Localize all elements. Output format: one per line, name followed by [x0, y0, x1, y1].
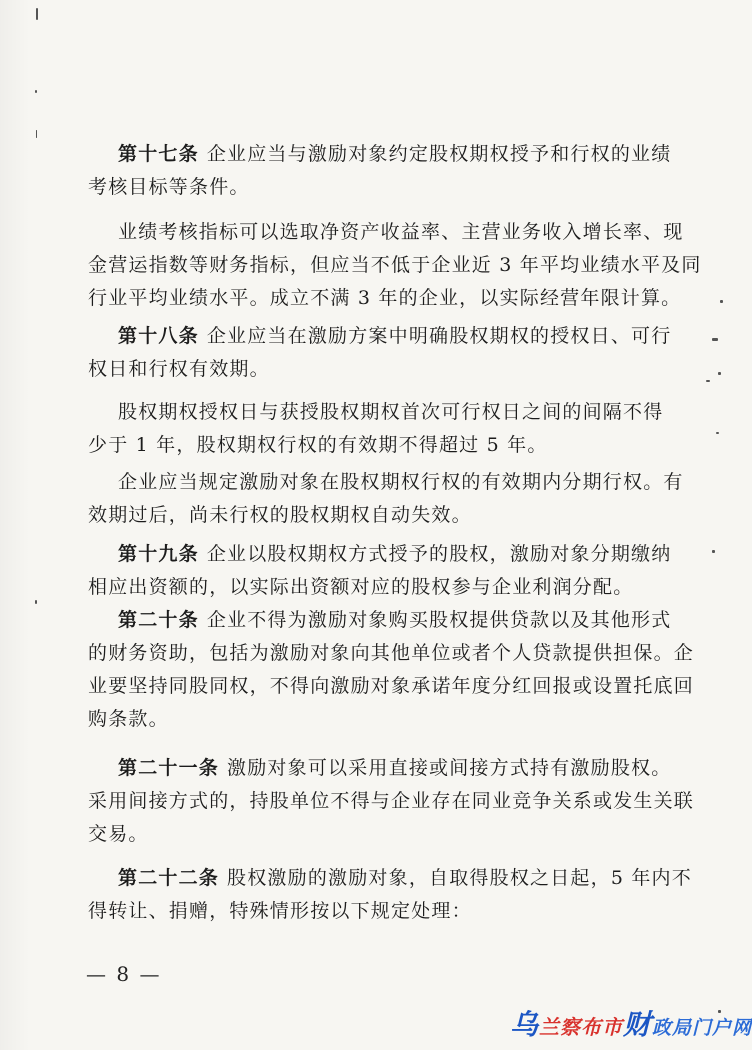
article-22	[88, 862, 692, 928]
site-watermark	[510, 1003, 752, 1043]
article-19-line-1: 第十九条 企业以股权期权方式授予的股权，激励对象分期缴纳	[118, 543, 672, 565]
scan-mark	[36, 8, 38, 20]
article-18-heading: 第十八条	[118, 325, 199, 347]
performance-line-1: 业绩考核指标可以选取净资产收益率、主营业务收入增长率、现	[118, 221, 684, 243]
article-22-line-1: 第二十二条 股权激励的激励对象，自取得股权之日起，5 年内不	[118, 867, 692, 889]
performance-line-3: 行业平均业绩水平。成立不满 3 年的企业，以实际经营年限计算。	[88, 287, 682, 309]
article-21-line-1: 第二十一条 激励对象可以采用直接或间接方式持有激励股权。	[118, 757, 672, 779]
scan-mark	[35, 90, 37, 93]
scan-mark	[716, 432, 719, 434]
watermark-part-3: 财	[623, 1008, 653, 1041]
article-21-line-3: 交易。	[88, 823, 149, 845]
scan-mark	[35, 600, 37, 604]
article-17-line-2: 考核目标等条件。	[88, 176, 250, 198]
staged-line-1: 企业应当规定激励对象在股权期权行权的有效期内分期行权。有	[118, 471, 684, 493]
paragraph-staged	[88, 466, 684, 532]
staged-line-2: 效期过后，尚未行权的股权期权自动失效。	[88, 504, 472, 526]
article-18-line-1: 第十八条 企业应当在激励方案中明确股权期权的授权日、可行	[118, 325, 672, 347]
article-22-line-2: 得转让、捐赠，特殊情形按以下规定处理：	[88, 900, 472, 922]
scan-mark	[720, 300, 723, 303]
scan-mark	[718, 372, 721, 375]
article-20-line-3: 业要坚持同股同权，不得向激励对象承诺年度分红回报或设置托底回	[88, 675, 695, 697]
scan-mark	[712, 550, 715, 553]
article-19-heading: 第十九条	[118, 543, 199, 565]
scan-mark	[712, 338, 718, 341]
paragraph-interval	[88, 396, 678, 462]
article-19-line-2: 相应出资额的，以实际出资额对应的股权参与企业利润分配。	[88, 576, 634, 598]
article-17	[118, 138, 708, 171]
page-number: — 8 —	[86, 962, 162, 986]
article-22-heading: 第二十二条	[118, 867, 220, 889]
interval-line-1: 股权期权授权日与获授股权期权首次可行权日之间的间隔不得	[118, 401, 664, 423]
scan-mark	[36, 130, 37, 138]
article-17-cont	[88, 171, 678, 204]
article-18-line-2: 权日和行权有效期。	[88, 358, 270, 380]
article-19	[88, 538, 678, 604]
article-20	[88, 604, 695, 736]
watermark-part-1: 乌	[510, 1008, 540, 1041]
article-20-line-2: 的财务资助，包括为激励对象向其他单位或者个人贷款提供担保。企	[88, 642, 695, 664]
article-20-line-1: 第二十条 企业不得为激励对象购买股权提供贷款以及其他形式	[118, 609, 672, 631]
paragraph-performance	[88, 216, 702, 315]
article-17-line-1: 第十七条 企业应当与激励对象约定股权期权授予和行权的业绩	[118, 143, 672, 165]
article-21-line-2: 采用间接方式的，持股单位不得与企业存在同业竞争关系或发生关联	[88, 790, 695, 812]
article-20-heading: 第二十条	[118, 609, 199, 631]
article-21-heading: 第二十一条	[118, 757, 220, 779]
watermark-part-4: 政局门户网	[652, 1017, 752, 1039]
article-18	[88, 320, 678, 386]
performance-line-2: 金营运指数等财务指标，但应当不低于企业近 3 年平均业绩水平及同	[88, 254, 702, 276]
watermark-part-2: 兰察布市	[539, 1015, 624, 1039]
article-21	[88, 752, 695, 851]
article-20-line-4: 购条款。	[88, 708, 169, 730]
article-17-heading: 第十七条	[118, 143, 199, 165]
scan-mark	[706, 380, 710, 382]
interval-line-2: 少于 1 年，股权期权行权的有效期不得超过 5 年。	[88, 434, 548, 456]
